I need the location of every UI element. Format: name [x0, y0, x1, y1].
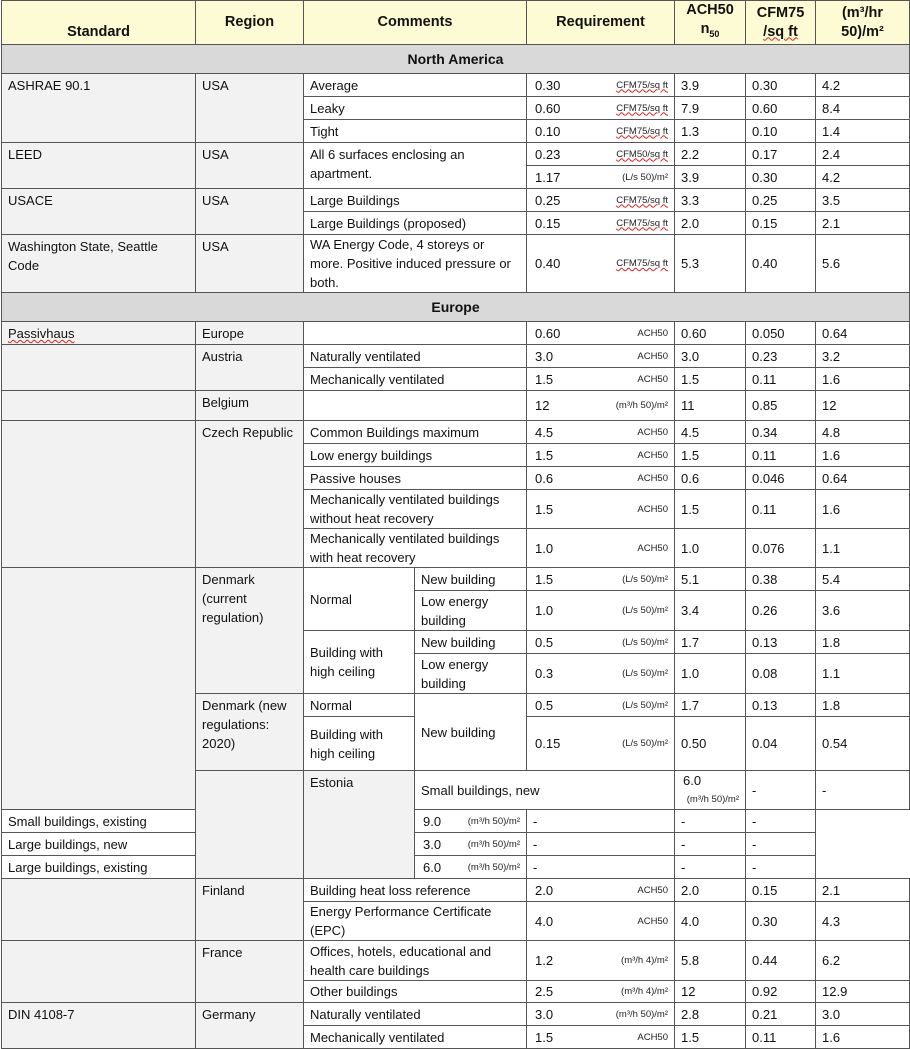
region-cell: France: [196, 941, 304, 1003]
region-cell: USA: [196, 235, 304, 293]
requirement-unit: (m³/h 50)/m²: [467, 861, 520, 873]
requirement-value: 3.0: [535, 348, 554, 364]
requirement-value: 1.5: [535, 571, 554, 587]
comment-cell: New building: [415, 568, 527, 591]
ach50-cell: 2.0: [675, 212, 746, 235]
requirement-cell: [527, 529, 675, 568]
standard-name: Passivhaus: [8, 326, 75, 341]
m3hr-cell: 0.64: [816, 467, 910, 490]
requirement-unit: (L/s 50)/m²: [622, 605, 668, 616]
comment-cell: Passive houses: [304, 467, 527, 490]
requirement-value: 0.3: [535, 666, 554, 681]
cfm75-cell: 0.34: [746, 421, 816, 444]
requirement-cell: [527, 591, 675, 631]
requirement-cell: [527, 694, 675, 717]
cfm75-cell: 0.11: [746, 490, 816, 529]
table-row: [2, 189, 910, 212]
requirement-unit: CFM75/sq ft: [616, 258, 668, 269]
header-m3hr-line1: (m³/hr: [841, 4, 884, 21]
requirement-unit: ACH50: [637, 915, 668, 927]
standard-cell: [2, 391, 196, 421]
comment-cell: Mechanically ventilated buildings with heat recovery: [304, 529, 527, 568]
m3hr-cell: 3.0: [816, 1003, 910, 1026]
m3hr-cell: 1.8: [816, 694, 910, 717]
m3hr-cell: 3.5: [816, 189, 910, 212]
ach50-cell: 3.3: [675, 189, 746, 212]
comment-cell: Low energy buildings: [304, 444, 527, 467]
requirement-unit: ACH50: [637, 884, 668, 896]
header-ach50-sub: 50: [709, 28, 720, 39]
requirement-value: 2.5: [535, 984, 554, 999]
ach50-cell: 3.9: [675, 166, 746, 189]
requirement-value: 1.0: [535, 540, 554, 556]
m3hr-cell: 12.9: [816, 981, 910, 1003]
m3hr-cell: -: [746, 833, 816, 856]
standard-cell: [2, 568, 196, 810]
ach50-cell: 12: [675, 981, 746, 1003]
requirement-cell: [527, 368, 675, 391]
requirement-cell: [415, 833, 527, 856]
cfm75-cell: 0.13: [746, 631, 816, 654]
comment-cell: Tight: [304, 120, 527, 143]
comment-group-cell: Building with high ceiling: [304, 717, 415, 771]
requirement-cell: [527, 235, 675, 293]
header-m3hr: [816, 1, 910, 45]
region-cell: USA: [196, 143, 304, 189]
cfm75-cell: 0.11: [746, 368, 816, 391]
requirement-value: 0.60: [535, 100, 561, 116]
table-row: [2, 322, 910, 345]
header-cfm75: [746, 1, 816, 45]
m3hr-cell: 1.1: [816, 529, 910, 568]
region-cell: USA: [196, 189, 304, 235]
requirement-value: 0.25: [535, 192, 561, 208]
requirement-value: 0.40: [535, 256, 561, 271]
comment-group-cell: Normal: [304, 694, 415, 717]
requirement-value: 0.30: [535, 77, 561, 93]
requirement-cell: [527, 444, 675, 467]
requirement-value: 1.17: [535, 169, 561, 185]
cfm75-cell: 0.60: [746, 97, 816, 120]
requirement-unit: CFM75/sq ft: [616, 217, 668, 229]
table-row: [2, 345, 910, 368]
region-cell: Denmark (new regulations: 2020): [196, 694, 304, 771]
region-cell: Austria: [196, 345, 304, 391]
requirement-unit: (L/s 50)/m²: [622, 636, 668, 648]
standard-cell: [2, 345, 196, 391]
requirement-unit: ACH50: [637, 472, 668, 484]
m3hr-cell: 1.8: [816, 631, 910, 654]
ach50-cell: -: [527, 833, 675, 856]
m3hr-cell: 2.1: [816, 212, 910, 235]
comment-cell: Low energy building: [415, 654, 527, 694]
comment-cell: [304, 391, 527, 421]
cfm75-cell: 0.17: [746, 143, 816, 166]
section-row: [2, 45, 910, 74]
m3hr-cell: 1.6: [816, 444, 910, 467]
comment-cell: All 6 surfaces enclosing an apartment.: [304, 143, 527, 189]
requirement-unit: ACH50: [637, 327, 668, 339]
standard-cell: [2, 879, 196, 941]
ach50-cell: 1.0: [675, 529, 746, 568]
cfm75-cell: -: [675, 856, 746, 879]
requirement-cell: [527, 1026, 675, 1049]
ach50-cell: 1.0: [675, 654, 746, 694]
table-row: [2, 421, 910, 444]
requirement-value: 4.0: [535, 913, 554, 929]
requirement-unit: ACH50: [637, 542, 668, 554]
cfm75-cell: 0.25: [746, 189, 816, 212]
region-cell: Finland: [196, 879, 304, 941]
comment-cell: Building heat loss reference: [304, 879, 527, 902]
region-cell: Europe: [196, 322, 304, 345]
table-row: [2, 810, 910, 833]
requirement-cell: [527, 97, 675, 120]
cfm75-cell: 0.85: [746, 391, 816, 421]
requirement-cell: [527, 143, 675, 166]
cfm75-cell: -: [816, 771, 910, 810]
requirement-cell: [415, 810, 527, 833]
cfm75-cell: -: [675, 833, 746, 856]
ach50-cell: 3.4: [675, 591, 746, 631]
region-cell: USA: [196, 74, 304, 143]
comment-cell: New building: [415, 631, 527, 654]
airtightness-standards-table: [1, 0, 910, 1049]
comment-cell: New building: [415, 694, 527, 771]
cfm75-cell: 0.30: [746, 166, 816, 189]
requirement-value: 0.15: [535, 736, 561, 751]
requirement-unit: ACH50: [637, 373, 668, 385]
m3hr-cell: 4.3: [816, 902, 910, 941]
cfm75-cell: 0.30: [746, 902, 816, 941]
header-ach50-line1: ACH50: [686, 2, 734, 19]
cfm75-cell: 0.40: [746, 235, 816, 293]
requirement-cell: [527, 467, 675, 490]
comment-cell: Average: [304, 74, 527, 97]
region-cell: Estonia: [304, 771, 415, 879]
cfm75-cell: 0.046: [746, 467, 816, 490]
requirement-unit: (m³/h 50)/m²: [686, 794, 739, 805]
requirement-unit: ACH50: [637, 426, 668, 438]
requirement-cell: [527, 490, 675, 529]
requirement-cell: [527, 322, 675, 345]
ach50-cell: 1.3: [675, 120, 746, 143]
m3hr-cell: 8.4: [816, 97, 910, 120]
cfm75-cell: 0.076: [746, 529, 816, 568]
requirement-cell: [527, 212, 675, 235]
requirement-cell: [527, 902, 675, 941]
requirement-value: 1.2: [535, 953, 554, 968]
comment-cell: Energy Performance Certificate (EPC): [304, 902, 527, 941]
ach50-cell: 2.2: [675, 143, 746, 166]
ach50-cell: 1.7: [675, 694, 746, 717]
cfm75-cell: 0.30: [746, 74, 816, 97]
ach50-cell: 1.7: [675, 631, 746, 654]
cfm75-cell: 0.04: [746, 717, 816, 771]
standard-cell: [2, 322, 196, 345]
table-row: [2, 568, 910, 591]
header-cfm75-line2: /sq ft: [763, 23, 798, 40]
m3hr-cell: -: [746, 810, 816, 833]
header-ach50-line2: [681, 20, 739, 44]
requirement-unit: (m³/h 50)/m²: [467, 815, 520, 827]
table-row: [2, 235, 910, 293]
requirement-cell: [527, 631, 675, 654]
comment-group-cell: Building with high ceiling: [304, 631, 415, 694]
cfm75-cell: 0.38: [746, 568, 816, 591]
header-standard: Standard: [2, 1, 196, 45]
section-europe: Europe: [2, 293, 910, 322]
m3hr-cell: 1.6: [816, 1026, 910, 1049]
requirement-cell: [527, 717, 675, 771]
comment-cell: Small buildings, existing: [2, 810, 304, 833]
comment-cell: [304, 322, 527, 345]
m3hr-cell: 3.6: [816, 591, 910, 631]
cfm75-cell: 0.10: [746, 120, 816, 143]
header-comments: Comments: [304, 1, 527, 45]
comment-cell: Other buildings: [304, 981, 527, 1003]
region-cell: Germany: [196, 1003, 304, 1049]
m3hr-cell: 5.6: [816, 235, 910, 293]
region-cell: Czech Republic: [196, 421, 304, 568]
requirement-value: 0.10: [535, 123, 561, 139]
comment-cell: Naturally ventilated: [304, 1003, 527, 1026]
section-north-america: North America: [2, 45, 910, 74]
m3hr-cell: 2.1: [816, 879, 910, 902]
m3hr-cell: 4.8: [816, 421, 910, 444]
requirement-unit: (L/s 50)/m²: [622, 573, 668, 585]
m3hr-cell: 4.2: [816, 74, 910, 97]
standard-cell: [2, 421, 196, 568]
cfm75-cell: 0.44: [746, 941, 816, 981]
cfm75-cell: 0.08: [746, 654, 816, 694]
comment-cell: WA Energy Code, 4 storeys or more. Positive induced pressure or both.: [304, 235, 527, 293]
ach50-cell: -: [527, 810, 675, 833]
requirement-unit: (L/s 50)/m²: [622, 699, 668, 711]
table-row: [2, 391, 910, 421]
m3hr-cell: 1.6: [816, 368, 910, 391]
m3hr-cell: 1.4: [816, 120, 910, 143]
m3hr-cell: 4.2: [816, 166, 910, 189]
m3hr-cell: 1.1: [816, 654, 910, 694]
comment-cell: Mechanically ventilated: [304, 368, 527, 391]
table-row: [2, 833, 910, 856]
header-cfm75-line1: CFM75: [756, 4, 805, 21]
comment-group-cell: Normal: [304, 568, 415, 631]
requirement-value: 4.5: [535, 424, 554, 440]
requirement-value: 12: [535, 398, 550, 413]
table-row: [2, 1003, 910, 1026]
comment-cell: Small buildings, new: [415, 771, 675, 810]
ach50-cell: 1.5: [675, 444, 746, 467]
requirement-value: 0.5: [535, 697, 554, 713]
requirement-cell: [527, 568, 675, 591]
cfm75-cell: 0.050: [746, 322, 816, 345]
cfm75-cell: 0.92: [746, 981, 816, 1003]
standard-cell: [2, 941, 196, 1003]
ach50-cell: 7.9: [675, 97, 746, 120]
requirement-value: 0.60: [535, 325, 561, 341]
requirement-value: 1.5: [535, 501, 554, 517]
requirement-unit: (m³/h 50)/m²: [467, 838, 520, 850]
ach50-cell: 2.0: [675, 879, 746, 902]
m3hr-cell: 3.2: [816, 345, 910, 368]
table-row: [2, 879, 910, 902]
header-ach50: [675, 1, 746, 45]
header-m3hr-line2: 50)/m²: [841, 23, 884, 40]
standard-cell: Washington State, Seattle Code: [2, 235, 196, 293]
requirement-value: 3.0: [535, 1006, 554, 1022]
m3hr-cell: 0.64: [816, 322, 910, 345]
requirement-cell: [527, 941, 675, 981]
cfm75-cell: 0.15: [746, 879, 816, 902]
requirement-cell: [527, 879, 675, 902]
ach50-cell: 2.8: [675, 1003, 746, 1026]
table-row: [2, 74, 910, 97]
standard-cell: USACE: [2, 189, 196, 235]
requirement-unit: CFM50/sq ft: [616, 148, 668, 160]
requirement-cell: [527, 345, 675, 368]
requirement-unit: CFM75/sq ft: [616, 102, 668, 114]
cfm75-cell: 0.21: [746, 1003, 816, 1026]
ach50-cell: 5.8: [675, 941, 746, 981]
requirement-cell: [527, 120, 675, 143]
ach50-cell: 4.5: [675, 421, 746, 444]
comment-cell: Mechanically ventilated: [304, 1026, 527, 1049]
header-row: [2, 1, 910, 45]
requirement-cell: [527, 391, 675, 421]
requirement-value: 1.5: [535, 1029, 554, 1045]
ach50-cell: 4.0: [675, 902, 746, 941]
ach50-cell: 1.5: [675, 368, 746, 391]
requirement-cell: [527, 1003, 675, 1026]
requirement-value: 0.15: [535, 215, 561, 231]
requirement-unit: CFM75/sq ft: [616, 194, 668, 206]
cfm75-cell: 0.15: [746, 212, 816, 235]
header-ach50-n: n: [700, 21, 710, 38]
ach50-cell: 3.0: [675, 345, 746, 368]
m3hr-cell: 12: [816, 391, 910, 421]
comment-cell: Large buildings, new: [2, 833, 304, 856]
standard-cell: ASHRAE 90.1: [2, 74, 196, 143]
comment-cell: Naturally ventilated: [304, 345, 527, 368]
requirement-cell: [527, 654, 675, 694]
comment-cell: Leaky: [304, 97, 527, 120]
standard-cell: DIN 4108-7: [2, 1003, 196, 1049]
requirement-unit: ACH50: [637, 503, 668, 515]
requirement-value: 9.0: [423, 813, 442, 829]
requirement-unit: (m³/h 50)/m²: [615, 400, 668, 411]
m3hr-cell: 5.4: [816, 568, 910, 591]
comment-cell: Common Buildings maximum: [304, 421, 527, 444]
ach50-cell: 5.3: [675, 235, 746, 293]
m3hr-cell: 0.54: [816, 717, 910, 771]
ach50-cell: 5.1: [675, 568, 746, 591]
requirement-unit: (L/s 50)/m²: [622, 171, 668, 183]
ach50-cell: -: [746, 771, 816, 810]
ach50-cell: 11: [675, 391, 746, 421]
comment-cell: Mechanically ventilated buildings without heat recovery: [304, 490, 527, 529]
cfm75-cell: 0.11: [746, 444, 816, 467]
m3hr-cell: 1.6: [816, 490, 910, 529]
requirement-unit: (m³/h 4)/m²: [621, 955, 668, 966]
requirement-unit: ACH50: [637, 350, 668, 362]
comment-cell: Large Buildings: [304, 189, 527, 212]
requirement-cell: [527, 74, 675, 97]
requirement-unit: (m³/h 4)/m²: [621, 986, 668, 997]
requirement-unit: (L/s 50)/m²: [622, 738, 668, 749]
requirement-value: 0.23: [535, 146, 561, 162]
requirement-value: 6.0: [683, 773, 702, 788]
requirement-unit: (m³/h 50)/m²: [615, 1008, 668, 1020]
cfm75-cell: 0.13: [746, 694, 816, 717]
requirement-cell: [527, 166, 675, 189]
header-region: Region: [196, 1, 304, 45]
requirement-value: 2.0: [535, 882, 554, 898]
requirement-cell: [527, 189, 675, 212]
requirement-cell: [527, 981, 675, 1003]
requirement-value: 1.0: [535, 603, 554, 618]
table-row: [2, 941, 910, 981]
requirement-value: 0.6: [535, 470, 554, 486]
m3hr-cell: -: [746, 856, 816, 879]
header-requirement: Requirement: [527, 1, 675, 45]
section-row: [2, 293, 910, 322]
requirement-cell: [415, 856, 527, 879]
requirement-value: 1.5: [535, 371, 554, 387]
requirement-cell: [527, 421, 675, 444]
table-row: [2, 143, 910, 166]
region-cell: Denmark (current regulation): [196, 568, 304, 694]
ach50-cell: 3.9: [675, 74, 746, 97]
comment-cell: Offices, hotels, educational and health care buildings: [304, 941, 527, 981]
ach50-cell: 1.5: [675, 1026, 746, 1049]
cfm75-cell: 0.23: [746, 345, 816, 368]
comment-cell: Low energy building: [415, 591, 527, 631]
region-cell: Belgium: [196, 391, 304, 421]
cfm75-cell: 0.11: [746, 1026, 816, 1049]
requirement-value: 0.5: [535, 634, 554, 650]
m3hr-cell: 2.4: [816, 143, 910, 166]
requirement-unit: ACH50: [637, 1031, 668, 1043]
requirement-value: 1.5: [535, 447, 554, 463]
requirement-value: 6.0: [423, 859, 442, 875]
requirement-unit: ACH50: [637, 449, 668, 461]
requirement-unit: CFM75/sq ft: [616, 125, 668, 137]
comment-cell: Large buildings, existing: [2, 856, 304, 879]
ach50-cell: -: [527, 856, 675, 879]
table-row: [2, 856, 910, 879]
ach50-cell: 0.60: [675, 322, 746, 345]
requirement-cell: [675, 771, 746, 810]
comment-cell: Large Buildings (proposed): [304, 212, 527, 235]
ach50-cell: 1.5: [675, 490, 746, 529]
requirement-unit: (L/s 50)/m²: [622, 668, 668, 679]
m3hr-cell: 6.2: [816, 941, 910, 981]
ach50-cell: 0.6: [675, 467, 746, 490]
ach50-cell: 0.50: [675, 717, 746, 771]
cfm75-cell: -: [675, 810, 746, 833]
cfm75-cell: 0.26: [746, 591, 816, 631]
requirement-unit: CFM75/sq ft: [616, 79, 668, 91]
standard-cell: LEED: [2, 143, 196, 189]
requirement-value: 3.0: [423, 836, 442, 852]
